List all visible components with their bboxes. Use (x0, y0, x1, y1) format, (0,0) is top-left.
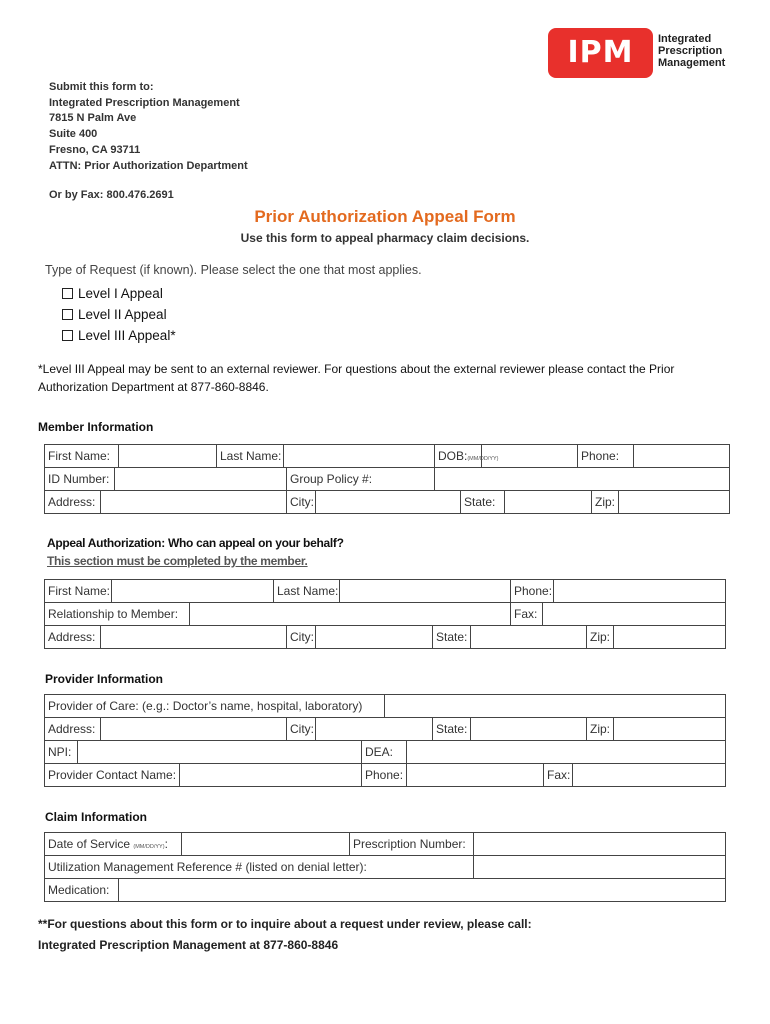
appeal-phone-input[interactable] (554, 580, 726, 603)
dob-format: (MM/DD/YY) (467, 456, 499, 462)
member-address-input[interactable] (101, 491, 287, 514)
provider-contact-input[interactable] (180, 764, 362, 787)
date-of-service-label (45, 833, 182, 856)
appeal-city-input[interactable] (316, 626, 433, 649)
member-table-row2 (44, 467, 730, 491)
member-section-title: Member Information (38, 420, 154, 434)
level-1-checkbox[interactable] (62, 288, 73, 299)
provider-table-row4 (44, 763, 726, 787)
appeal-first-name-input[interactable] (112, 580, 274, 603)
member-state-input[interactable] (505, 491, 592, 514)
claim-table-row3 (44, 878, 726, 902)
prescription-number-input[interactable] (474, 833, 726, 856)
member-table (44, 444, 730, 468)
member-last-name-label: Last Name: (217, 445, 284, 468)
provider-fax-input[interactable] (573, 764, 726, 787)
dob-text: DOB: (438, 449, 468, 463)
provider-table-row2 (44, 717, 726, 741)
logo-line: Integrated (658, 33, 712, 45)
member-city-input[interactable] (316, 491, 461, 514)
level-3-checkbox[interactable] (62, 330, 73, 341)
member-phone-input[interactable] (634, 445, 730, 468)
um-reference-label: Utilization Management Reference # (listed on denial letter): (45, 856, 474, 879)
level-1-option[interactable] (62, 283, 176, 304)
claim-section-title: Claim Information (45, 810, 148, 824)
dos-format: (MM/DD/YY) (133, 844, 165, 850)
form-title: Prior Authorization Appeal Form (254, 207, 516, 226)
provider-state-label: State: (433, 718, 471, 741)
provider-section-title: Provider Information (45, 672, 164, 686)
logo-line: Management (658, 57, 726, 69)
provider-dea-input[interactable] (407, 741, 726, 764)
provider-address-input[interactable] (101, 718, 287, 741)
footer (38, 914, 532, 956)
appeal-state-input[interactable] (471, 626, 587, 649)
appeal-auth-table-row2 (44, 602, 726, 626)
claim-table (44, 832, 726, 856)
appeal-fax-input[interactable] (543, 603, 726, 626)
provider-city-label: City: (287, 718, 316, 741)
appeal-address-input[interactable] (101, 626, 287, 649)
member-table-row3 (44, 490, 730, 514)
member-dob-label (435, 445, 499, 468)
level-1-label: Level I Appeal (78, 286, 163, 301)
appeal-first-name-label: First Name: (45, 580, 112, 603)
provider-fax-label: Fax: (544, 764, 573, 787)
footer-line-1: **For questions about this form or to inquire about a request under review, please call: (38, 917, 532, 931)
request-type-options (62, 283, 176, 346)
form-subtitle: Use this form to appeal pharmacy claim decisions. (240, 231, 530, 245)
date-of-service-input[interactable] (182, 833, 350, 856)
um-reference-input[interactable] (474, 856, 726, 879)
level-2-option[interactable] (62, 304, 176, 325)
provider-state-input[interactable] (471, 718, 587, 741)
member-first-name-label: First Name: (45, 445, 119, 468)
member-first-name-input[interactable] (119, 445, 217, 468)
dos-colon: : (164, 837, 168, 851)
medication-input[interactable] (119, 879, 726, 902)
provider-table (44, 694, 726, 718)
member-address-label: Address: (45, 491, 101, 514)
provider-table-row3 (44, 740, 726, 764)
logo-wordmark (658, 33, 758, 69)
appeal-zip-input[interactable] (614, 626, 726, 649)
member-state-label: State: (461, 491, 505, 514)
address-line: 7815 N Palm Ave (49, 112, 137, 125)
appeal-address-label: Address: (45, 626, 101, 649)
member-id-input[interactable] (115, 468, 287, 491)
request-type-prompt: Type of Request (if known). Please select the one that most applies. (45, 263, 422, 277)
provider-zip-input[interactable] (614, 718, 726, 741)
level-3-label: Level III Appeal* (78, 328, 176, 343)
provider-city-input[interactable] (316, 718, 433, 741)
appeal-state-label: State: (433, 626, 471, 649)
claim-table-row2 (44, 855, 726, 879)
logo-line: Prescription (658, 45, 723, 57)
appeal-relationship-label: Relationship to Member: (45, 603, 190, 626)
medication-label: Medication: (45, 879, 119, 902)
address-line: Suite 400 (49, 128, 98, 141)
ipm-logo: IPM (548, 28, 653, 78)
submit-heading: Submit this form to: (49, 81, 154, 93)
level-3-note: *Level III Appeal may be sent to an external reviewer. For questions about the external reviewer please contact the Prior Authorization Department at 877-860-8846. (38, 362, 675, 394)
appeal-auth-table-row3 (44, 625, 726, 649)
appeal-fax-label: Fax: (511, 603, 543, 626)
appeal-last-name-label: Last Name: (274, 580, 340, 603)
level-3-option[interactable] (62, 325, 176, 346)
prescription-number-label: Prescription Number: (350, 833, 474, 856)
provider-phone-label: Phone: (362, 764, 407, 787)
appeal-relationship-input[interactable] (190, 603, 511, 626)
appeal-auth-table (44, 579, 726, 603)
member-id-label: ID Number: (45, 468, 115, 491)
member-zip-label: Zip: (592, 491, 619, 514)
address-line: Fresno, CA 93711 (49, 143, 141, 156)
appeal-auth-subtitle: This section must be completed by the member. (47, 554, 308, 568)
member-group-policy-input[interactable] (435, 468, 730, 491)
provider-of-care-input[interactable] (385, 695, 726, 718)
address-line: ATTN: Prior Authorization Department (49, 159, 248, 172)
appeal-last-name-input[interactable] (340, 580, 511, 603)
member-zip-input[interactable] (619, 491, 730, 514)
member-city-label: City: (287, 491, 316, 514)
member-last-name-input[interactable] (284, 445, 435, 468)
fax-number: Or by Fax: 800.476.2691 (49, 189, 174, 201)
provider-zip-label: Zip: (587, 718, 614, 741)
submit-address (49, 80, 248, 174)
address-line: Integrated Prescription Management (49, 96, 240, 109)
provider-of-care-label: Provider of Care: (e.g.: Doctor’s name, hospital, laboratory) (45, 695, 385, 718)
footer-line-2: Integrated Prescription Management at 877-860-8846 (38, 938, 339, 952)
appeal-city-label: City: (287, 626, 316, 649)
appeal-phone-label: Phone: (511, 580, 554, 603)
provider-contact-label: Provider Contact Name: (45, 764, 180, 787)
dos-text: Date of Service (48, 837, 131, 851)
level-2-label: Level II Appeal (78, 307, 167, 322)
appeal-zip-label: Zip: (587, 626, 614, 649)
member-group-policy-label: Group Policy #: (287, 468, 435, 491)
appeal-auth-title: Appeal Authorization: Who can appeal on your behalf? (47, 536, 344, 550)
provider-address-label: Address: (45, 718, 101, 741)
level-2-checkbox[interactable] (62, 309, 73, 320)
provider-npi-input[interactable] (78, 741, 362, 764)
provider-phone-input[interactable] (407, 764, 544, 787)
provider-npi-label: NPI: (45, 741, 78, 764)
member-phone-label: Phone: (578, 445, 634, 468)
provider-dea-label: DEA: (362, 741, 407, 764)
